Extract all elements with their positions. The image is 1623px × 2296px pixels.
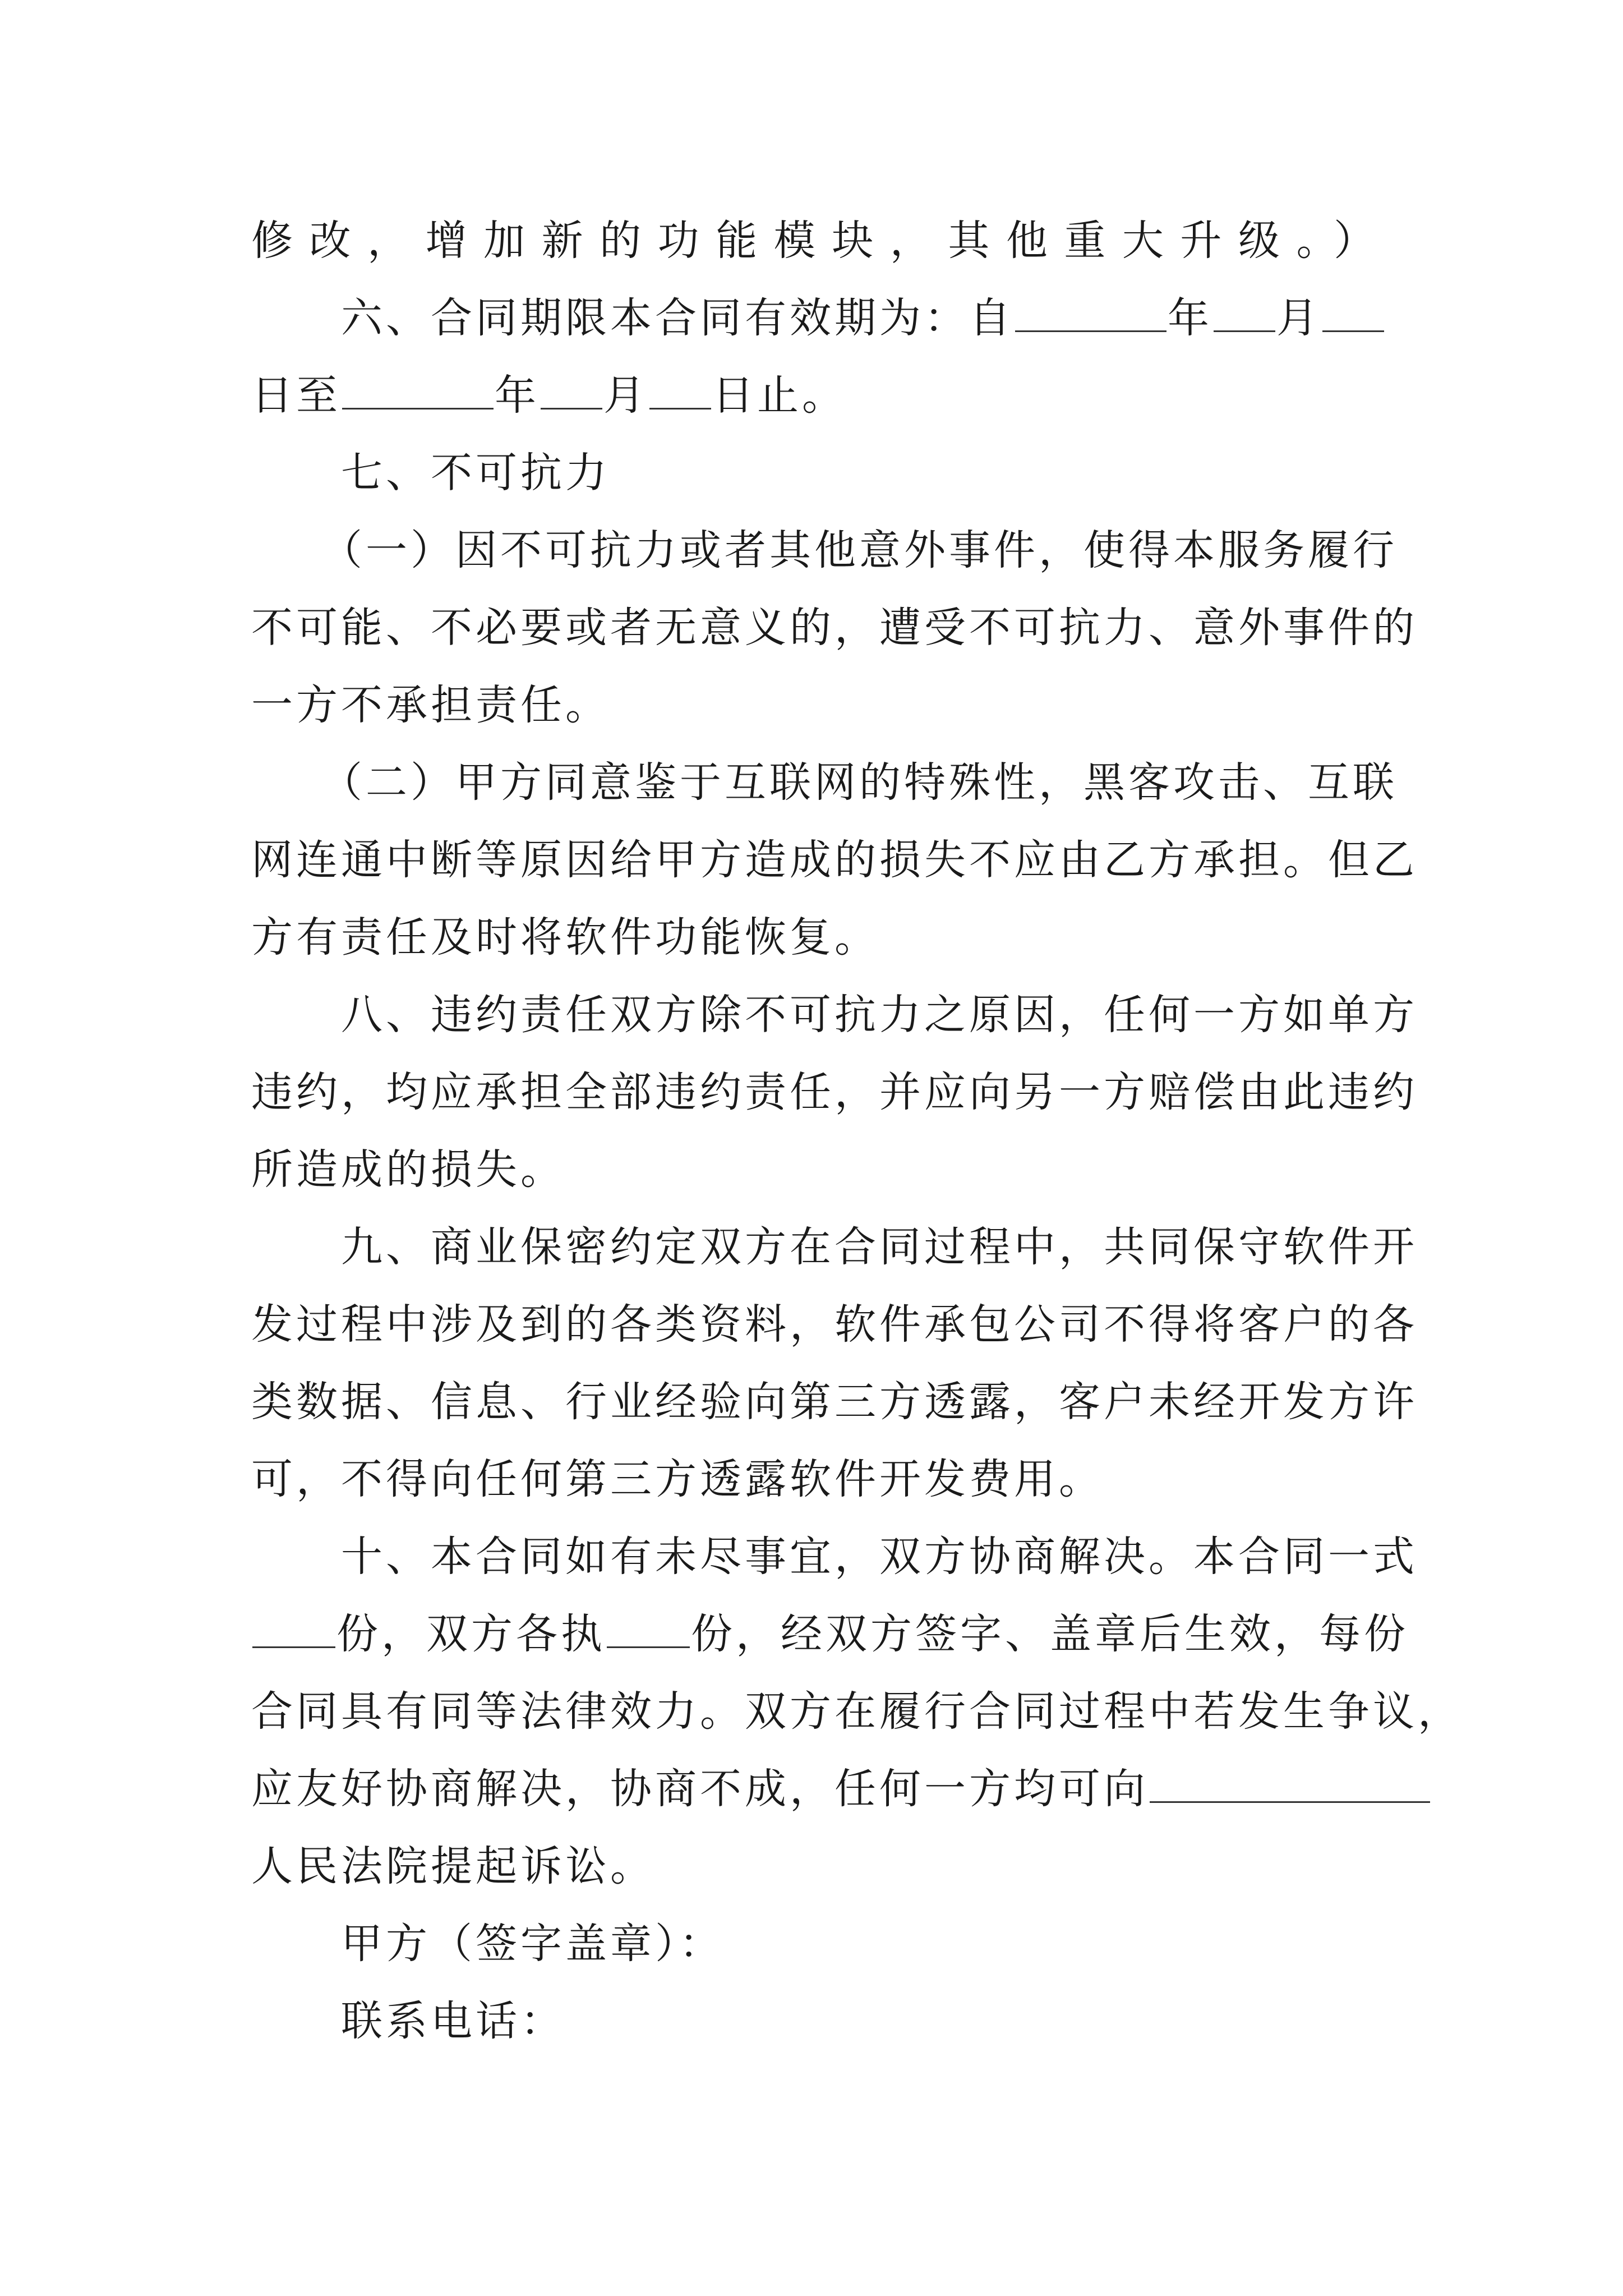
- party-a-signature-label: 甲方（签字盖章）：: [341, 1920, 724, 1968]
- end-day-blank[interactable]: [649, 367, 711, 409]
- text-span: 修改，增加新的功能模块，其他重大升级。）: [251, 217, 1378, 265]
- text-span: 十、本合同如有未尽事宜，双方协商解决。本合同一式: [341, 1533, 1418, 1581]
- contract-text: [251, 202, 1463, 2060]
- end-year-blank[interactable]: [342, 367, 494, 409]
- total-copies-blank[interactable]: [252, 1606, 335, 1648]
- text-line: 所造成的损失。: [251, 1145, 565, 1194]
- text-line: [251, 1286, 1418, 1363]
- text-span: 份，双方各执: [336, 1610, 606, 1658]
- text-span: 发过程中涉及到的各类资料，软件承包公司不得将客户的各: [251, 1300, 1418, 1349]
- text-span: 不可能、不必要或者无意义的，遭受不可抗力、意外事件的: [251, 604, 1418, 652]
- text-line: 方有责任及时将软件功能恢复。: [251, 913, 879, 961]
- text-span: 九、商业保密约定双方在合同过程中，共同保守软件开: [341, 1223, 1418, 1271]
- text-line: [251, 1673, 1463, 1750]
- text-span: 违约，均应承担全部违约责任，并应向另一方赔偿由此违约: [251, 1068, 1418, 1116]
- text-line: [251, 589, 1418, 666]
- text-span: 年: [1168, 294, 1212, 342]
- each-copies-blank[interactable]: [607, 1606, 690, 1648]
- text-line: [251, 1363, 1418, 1441]
- text-line: [251, 1518, 1418, 1595]
- text-line: 人民法院提起诉讼。: [251, 1842, 655, 1890]
- text-span: 八、违约责任双方除不可抗力之原因，任何一方如单方: [341, 991, 1418, 1039]
- end-month-blank[interactable]: [541, 367, 602, 409]
- contract-term-line-2: [251, 357, 1378, 434]
- start-month-blank[interactable]: [1214, 290, 1275, 332]
- start-year-blank[interactable]: [1015, 290, 1166, 332]
- text-span: 六、合同期限本合同有效期为：自: [341, 294, 1014, 342]
- text-line: 可，不得向任何第三方透露软件开发费用。: [251, 1455, 1104, 1503]
- court-name-blank[interactable]: [1150, 1761, 1430, 1803]
- text-line: [251, 744, 1398, 821]
- text-line: 一方不承担责任。: [251, 681, 610, 729]
- text-span: 份，经双方签字、盖章后生效，每份: [691, 1610, 1409, 1658]
- text-span: 日止。: [712, 371, 847, 420]
- text-span: 类数据、信息、行业经验向第三方透露，客户未经开发方许: [251, 1378, 1418, 1426]
- court-line: [251, 1750, 1378, 1828]
- text-line: [251, 1208, 1418, 1286]
- text-span: 年: [495, 371, 540, 420]
- text-span: （二）甲方同意鉴于互联网的特殊性，黑客攻击、互联: [321, 758, 1398, 807]
- text-span: 网连通中断等原因给甲方造成的损失不应由乙方承担。但乙: [251, 836, 1418, 884]
- text-line: [251, 976, 1418, 1053]
- contract-term-line: [251, 279, 1378, 357]
- section-heading: 七、不可抗力: [341, 449, 610, 497]
- text-span: （一）因不可抗力或者其他意外事件，使得本服务履行: [321, 526, 1398, 574]
- text-span: 合同具有同等法律效力。双方在履行合同过程中若发生争议，: [251, 1687, 1463, 1736]
- text-span: 月: [603, 371, 648, 420]
- text-span: 月: [1276, 294, 1321, 342]
- start-day-blank[interactable]: [1322, 290, 1384, 332]
- text-line: [251, 821, 1418, 899]
- text-span: 应友好协商解决，协商不成，任何一方均可向: [251, 1765, 1149, 1813]
- text-line: [251, 202, 1378, 279]
- contact-phone-label: 联系电话：: [341, 1997, 565, 2045]
- text-span: 日至: [251, 371, 341, 420]
- text-line: [251, 512, 1398, 589]
- copies-line: [251, 1595, 1409, 1673]
- text-line: [251, 1053, 1418, 1131]
